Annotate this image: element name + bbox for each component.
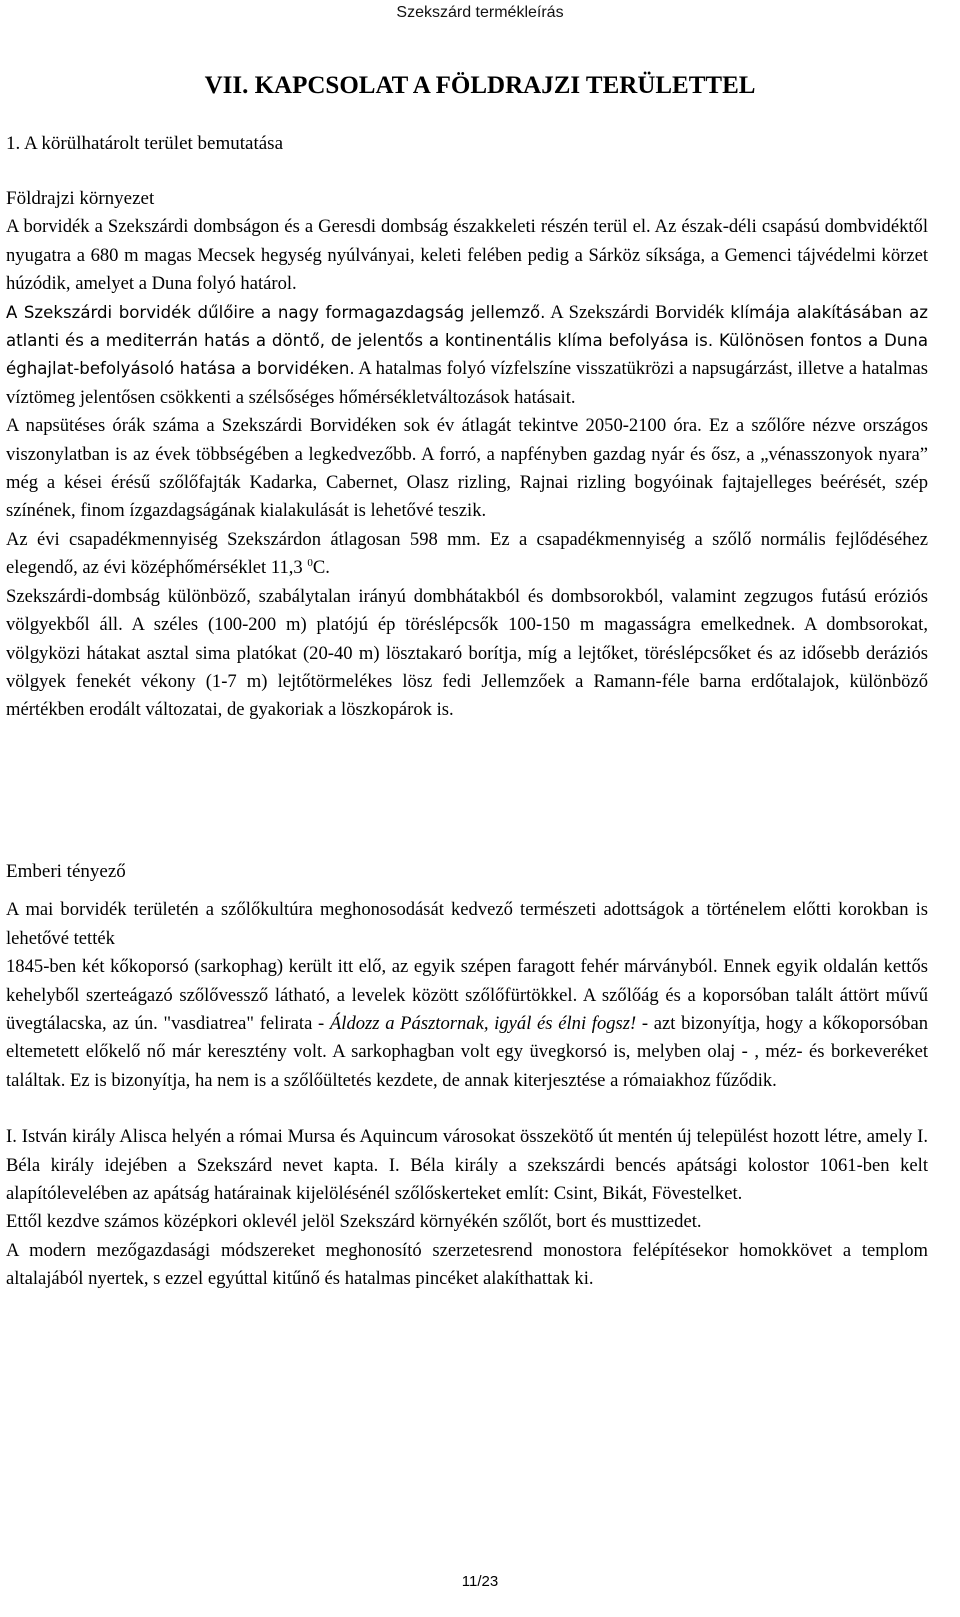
geo-paragraph-5: Szekszárdi-dombság különböző, szabálytalan irányú dombhátakból és dombsorokból, valamint zegzugos futású eróziós völgyekből áll. A széles (100-200 m) platójú ép töréslépcsők 100-150 m magasságra emelkednek. A dombsorokat, völgyközi hátakat asztal sima platókat (20-40 m) lösztakaró borítja, míg a lejtőket, töréslépcsőket és az idősebb deráziós völgyek fenekét vékony (1-7 m) lejtőtörmelékes lösz fedi Jellemzőek a Ramann-féle barna erdőtalajok, különböző mértékben erodált változatai, de gyakoriak a löszkopárok is. bbox=[6, 585, 928, 721]
geography-section bbox=[6, 130, 928, 158]
human-paragraph-3: I. István király Alisca helyén a római Mursa és Aquincum városokat összekötő út mentén új települést hozott létre, amely I. Béla király idejében a Szekszárd nevet kapta. I. Béla király a szekszárdi bencés apátsági kolostor 1061-ben kelt alapítólevelében az apátság határainak kijelölésénél szőlőskerteket említ: Csint, Bikát, Fövestelket. bbox=[6, 1126, 928, 1205]
geo-p2-sans: A Szekszárdi borvidék dűlőire a nagy formagazdagság jellemző. bbox=[6, 302, 546, 322]
human-paragraph-2 bbox=[6, 953, 928, 1095]
geo-p4-degree: 0 bbox=[307, 557, 313, 570]
page-number: 11/23 bbox=[461, 1573, 499, 1590]
geo-paragraph-1: A borvidék a Szekszárdi dombságon és a Geresdi dombság északkeleti részén terül el. Az észak-déli csapású dombvidéktől nyugatra a 680 m magas Mecsek hegység nyúlványai, keleti felében pedig a Sárköz síksága, a Gemenci tájvédelmi körzet húzódik, amelyet a Duna folyó határol. bbox=[6, 216, 928, 295]
human-paragraph-1: A mai borvidék területén a szőlőkultúra meghonosodását kedvező természeti adottságok a történelem előtti korokban is lehetővé tették bbox=[6, 899, 928, 949]
human-block bbox=[6, 858, 928, 1294]
geo-p2-serif-2: A hatalmas folyó vízfelszíne visszatükrözi a napsugárzást, illetve a hatalmas víztömeg jelentősen csökkenti a szélsőséges hőmérsékletváltozások hatásait. bbox=[6, 358, 928, 408]
geo-p4-b: C. bbox=[312, 557, 330, 579]
human-p2-b: - azt bizonyítja, hogy a kőkoporsóban eltemetett előkelő nő már keresztény volt. A sarkophagban volt egy üvegkorsó is, melyben olaj - , méz- és borkeveréket találtak. Ez is bizonyítja, ha nem is a szőlőültetés kezdete, de annak kiterjesztése a rómaiakhoz fűződik. bbox=[6, 1013, 928, 1091]
geo-p2-serif: A Szekszárdi Borvidék bbox=[545, 301, 725, 323]
sarcophagus-inscription: Áldozz a Pásztornak, igyál és élni fogsz! bbox=[329, 1013, 637, 1035]
geo-paragraph-2 bbox=[6, 299, 928, 413]
section-title: 1. A körülhatárolt terület bemutatása bbox=[6, 133, 284, 154]
geo-paragraph-3: A napsütéses órák száma a Szekszárdi Borvidéken sok év átlagát tekintve 2050-2100 óra. Ez a szőlőre nézve országos viszonylatban is az évek többségében a legkedvezőbb. A forró, a napfényben gazdag nyár és ősz, a „vénasszonyok nyara” még a kései érésű szőlőfajták Kadarka, Cabernet, Olasz rizling, Rajnai rizling bogyóinak fajtajelleges beérését, szép színének, finom ízgazdagságának kialakulását is lehetővé teszik. bbox=[6, 415, 928, 522]
geography-block bbox=[6, 185, 928, 725]
geo-paragraph-4 bbox=[6, 526, 928, 583]
human-heading: Emberi tényező bbox=[6, 861, 126, 882]
human-paragraph-4: Ettől kezdve számos középkori oklevél jelöl Szekszárd környékén szőlőt, bort és musttizedet. bbox=[6, 1211, 702, 1233]
human-p2-a: 1845-ben két kőkoporsó (sarkophag) került itt elő, az egyik szépen faragott fehér márványból. Ennek egyik oldalán kettős kehelyből szerteágazó szőlővessző látható, a levelek között szőlőfürtökkel. A szőlőág és a koporsóban talált áttört művű üvegtálacska, az ún. "vasdiatrea" felirata - bbox=[6, 956, 928, 1035]
human-paragraph-5: A modern mezőgazdasági módszereket meghonosító szerzetesrend monostora felépítésekor homokkövet a templom altalajából nyertek, s ezzel egyúttal kitűnő és hatalmas pincéket alakíthattak ki. bbox=[6, 1239, 928, 1290]
chapter-title: VII. KAPCSOLAT A FÖLDRAJZI TERÜLETTEL bbox=[204, 72, 756, 99]
geo-p4-a: Az évi csapadékmennyiség Szekszárdon átlagosan 598 mm. Ez a csapadékmennyiség a szőlő normális fejlődéséhez elegendő, az évi középhőmérséklet 11,3 bbox=[6, 528, 928, 579]
running-header: Szekszárd termékleírás bbox=[396, 4, 564, 21]
geo-p2-sans-2: klímája alakításában az atlanti és a mediterrán hatás a döntő, de jelentős a kontinentális klíma befolyása is. Különösen fontos a Duna éghajlat-befolyásoló hatása a borvidéken. bbox=[6, 302, 928, 379]
geo-heading: Földrajzi környezet bbox=[6, 188, 155, 209]
